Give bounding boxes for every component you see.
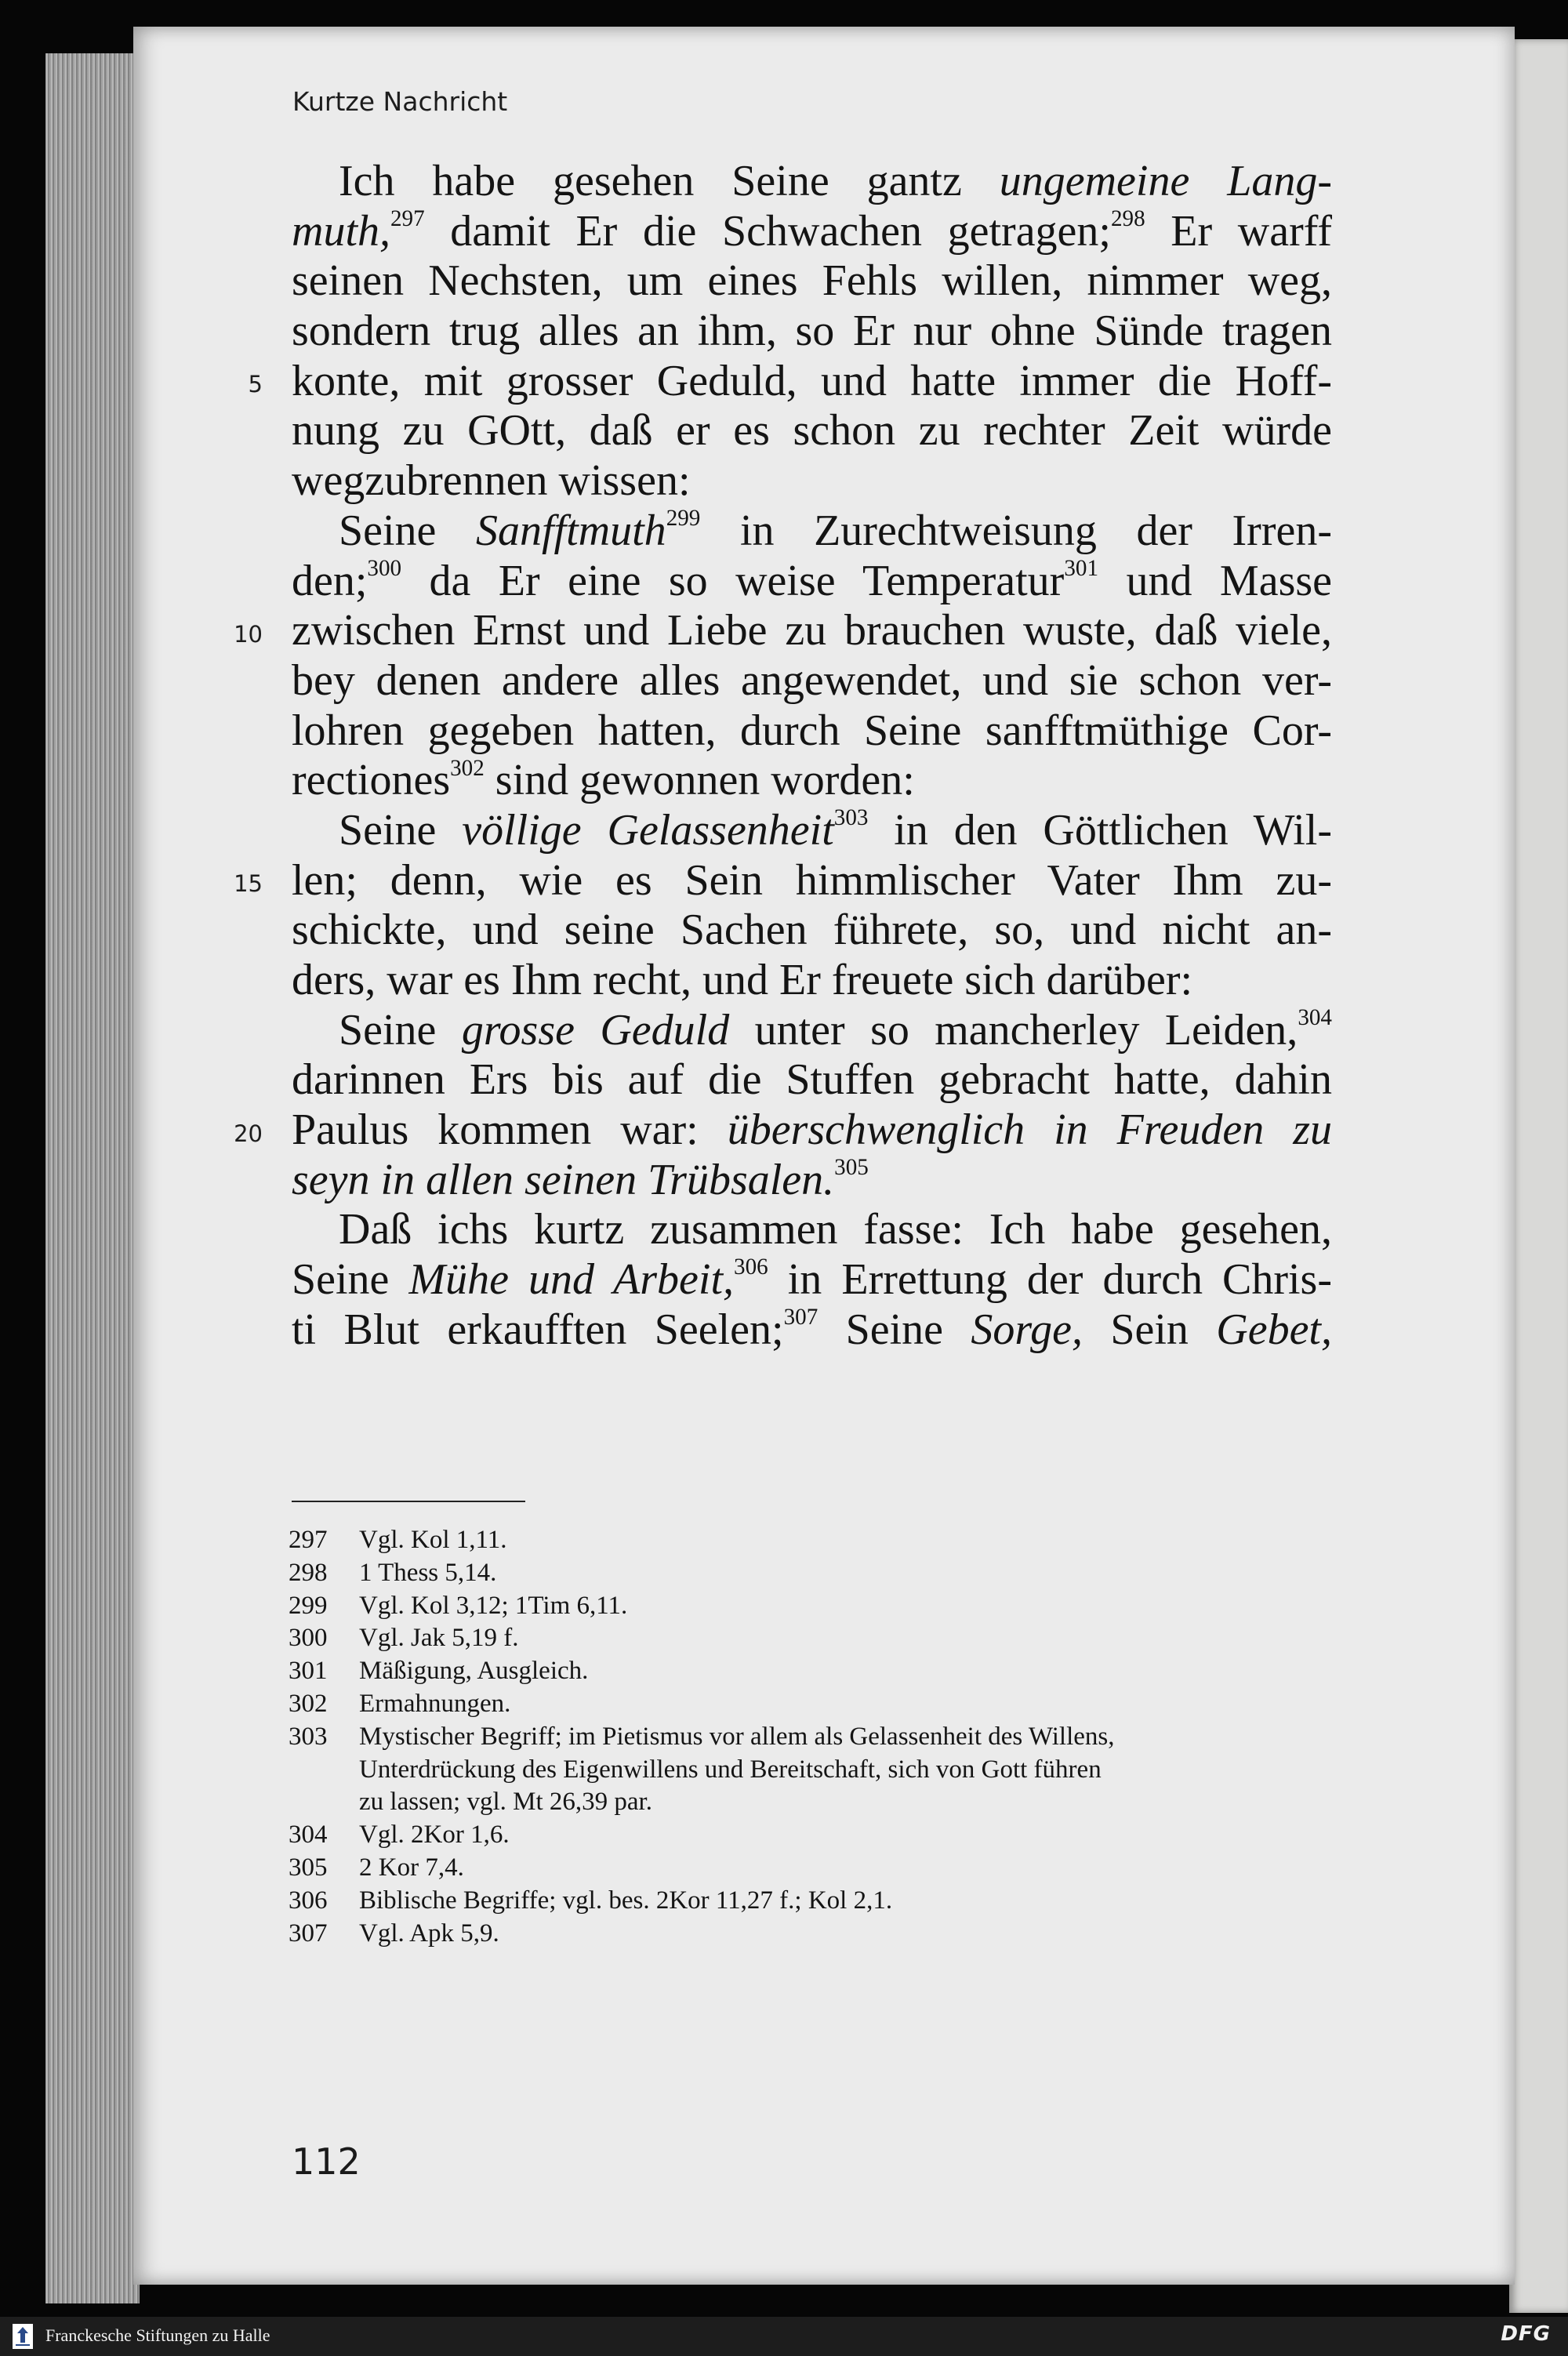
text-run: ders, war es Ihm recht, und Er freuete sich darüber: xyxy=(292,956,1193,1004)
footnote-ref[interactable]: 301 xyxy=(1064,555,1099,581)
running-head: Kurtze Nachricht xyxy=(292,86,508,117)
footnote-number: 306 xyxy=(289,1886,328,1915)
footnote-rule xyxy=(292,1501,525,1502)
footnote-number: 299 xyxy=(289,1591,328,1620)
footnote-number: 297 xyxy=(289,1526,328,1554)
text-line xyxy=(292,1055,1332,1105)
text-run: seinen Nechsten, um eines Fehls willen, nimmer weg, xyxy=(292,256,1332,306)
footnote-text: Vgl. Kol 1,11. xyxy=(359,1526,507,1554)
emphasis-text: Sorge, xyxy=(971,1305,1083,1354)
page-number: 112 xyxy=(292,2140,361,2183)
footnote xyxy=(289,1557,1339,1590)
footnote-text: Vgl. Kol 3,12; 1Tim 6,11. xyxy=(359,1591,628,1620)
text-run: unter so mancherley Leiden, xyxy=(729,1005,1298,1055)
text-run: Seine xyxy=(339,506,476,555)
text-line xyxy=(292,1305,1332,1356)
institution-logo-icon xyxy=(13,2324,33,2349)
emphasis-text: muth, xyxy=(292,206,390,256)
footnote-number: 307 xyxy=(289,1919,328,1948)
text-run: lohren gegeben hatten, durch Seine sanfftmüthige Cor- xyxy=(292,706,1332,755)
footnote xyxy=(289,1885,1339,1918)
footnote xyxy=(289,1590,1339,1623)
text-line xyxy=(292,1105,1332,1156)
text-run: darinnen Ers bis auf die Stuffen gebracht hatte, dahin xyxy=(292,1055,1332,1105)
footnote-number: 302 xyxy=(289,1689,328,1718)
text-run: Ich habe gesehen Seine gantz xyxy=(339,157,1000,205)
footnote xyxy=(289,1819,1339,1852)
footnote-number: 303 xyxy=(289,1722,328,1751)
text-line xyxy=(292,856,1332,906)
text-run: zwischen Ernst und Liebe zu brauchen wuste, daß viele, xyxy=(292,606,1332,655)
footnote-ref[interactable]: 306 xyxy=(734,1254,768,1280)
text-line xyxy=(292,307,1332,357)
text-run: den; xyxy=(292,556,368,605)
text-line xyxy=(292,906,1332,956)
text-line xyxy=(292,1255,1332,1305)
footnote-number: 305 xyxy=(289,1853,328,1882)
text-line xyxy=(292,207,1332,257)
text-line xyxy=(292,1156,1332,1206)
footnote-text: Vgl. Apk 5,9. xyxy=(359,1919,499,1948)
footnote-ref[interactable]: 298 xyxy=(1110,205,1145,231)
footnote xyxy=(289,1786,1339,1819)
footnote-text: Mäßigung, Ausgleich. xyxy=(359,1657,589,1686)
footnote-number: 300 xyxy=(289,1624,328,1653)
text-run: in den Göttlichen Wil- xyxy=(868,805,1333,855)
footnote-ref[interactable]: 297 xyxy=(390,205,425,231)
text-run: Paulus kommen war: xyxy=(292,1105,728,1155)
text-run: Sein xyxy=(1082,1305,1217,1354)
text-run: da Er eine so weise Temperatur xyxy=(401,556,1065,605)
footnote xyxy=(289,1721,1339,1754)
text-line xyxy=(292,406,1332,456)
text-run: schickte, und seine Sachen führete, so, und nicht an- xyxy=(292,906,1332,955)
text-line xyxy=(292,956,1332,1006)
footnote-text: Vgl. Jak 5,19 f. xyxy=(359,1624,519,1653)
footnote-text: zu lassen; vgl. Mt 26,39 par. xyxy=(359,1788,652,1817)
footnote-ref[interactable]: 305 xyxy=(834,1155,869,1180)
text-run: len; denn, wie es Sein himmlischer Vater Ihm zu- xyxy=(292,855,1332,905)
footnote-text: Mystischer Begriff; im Pietismus vor allem als Gelassenheit des Willens, xyxy=(359,1722,1115,1751)
text-line xyxy=(292,1205,1332,1255)
text-run: sind gewonnen worden: xyxy=(484,756,915,805)
page-stack-left xyxy=(45,53,140,2303)
text-run: nung zu GOtt, daß er es schon zu rechter Zeit würde xyxy=(292,406,1332,456)
footnote xyxy=(289,1655,1339,1688)
main-text xyxy=(292,157,1332,1356)
text-line xyxy=(292,756,1332,806)
text-line xyxy=(292,806,1332,856)
page-stack-right xyxy=(1509,39,1568,2313)
emphasis-text: seyn in allen seinen Trübsalen. xyxy=(292,1155,835,1204)
text-run: ti Blut erkaufften Seelen; xyxy=(292,1305,784,1354)
footnote xyxy=(289,1852,1339,1885)
footnote-number: 298 xyxy=(289,1558,328,1587)
footnote-ref[interactable]: 303 xyxy=(833,805,869,831)
footnote xyxy=(289,1918,1339,1951)
footnote-number: 301 xyxy=(289,1657,328,1686)
footer-institution: Franckesche Stiftungen zu Halle xyxy=(45,2325,270,2345)
text-run: rectiones xyxy=(292,756,451,805)
text-run: sondern trug alles an ihm, so Er nur ohne Sünde tragen xyxy=(292,307,1332,356)
text-run: bey denen andere alles angewendet, und sie schon ver- xyxy=(292,655,1332,705)
footnote xyxy=(289,1622,1339,1655)
text-run: Seine xyxy=(339,1005,462,1055)
footnote-number xyxy=(289,1754,359,1787)
footnote-text: 1 Thess 5,14. xyxy=(359,1558,497,1587)
footnote xyxy=(289,1688,1339,1721)
emphasis-text: völlige Gelassenheit xyxy=(462,805,834,855)
text-run: Daß ichs kurtz zusammen fasse: Ich habe gesehen, xyxy=(339,1205,1332,1254)
text-line xyxy=(292,456,1332,506)
text-line xyxy=(292,256,1332,307)
text-run: in Errettung der durch Chris- xyxy=(768,1255,1332,1305)
emphasis-text: Gebet, xyxy=(1216,1305,1332,1354)
line-number: 15 xyxy=(234,870,263,897)
emphasis-text: Sanfftmuth xyxy=(476,506,666,555)
footnote-ref[interactable]: 307 xyxy=(783,1305,818,1330)
footnotes xyxy=(289,1524,1339,1950)
line-number: 10 xyxy=(234,621,263,648)
text-run: Er warff xyxy=(1145,206,1333,256)
dfg-logo: DFG xyxy=(1501,2322,1551,2346)
text-run: Seine xyxy=(292,1255,409,1305)
emphasis-text: grosse Geduld xyxy=(461,1005,730,1055)
footnote-text: 2 Kor 7,4. xyxy=(359,1853,464,1882)
footnote-text: Biblische Begriffe; vgl. bes. 2Kor 11,27 f.; Kol 2,1. xyxy=(359,1886,893,1915)
text-run: Seine xyxy=(339,805,463,855)
footnote xyxy=(289,1524,1339,1557)
text-line xyxy=(292,606,1332,656)
footnote xyxy=(289,1754,1339,1787)
footnote-text: Vgl. 2Kor 1,6. xyxy=(359,1821,510,1850)
text-run: konte, mit grosser Geduld, und hatte immer die Hoff- xyxy=(292,356,1332,405)
footnote-ref[interactable]: 302 xyxy=(450,755,485,781)
footnote-ref[interactable]: 304 xyxy=(1298,1004,1332,1030)
text-run: in Zurechtweisung der Irren- xyxy=(700,506,1332,555)
text-line xyxy=(292,157,1332,207)
line-number: 20 xyxy=(234,1120,263,1147)
footnote-text: Ermahnungen. xyxy=(359,1689,511,1718)
emphasis-text: ungemeine Lang- xyxy=(999,157,1333,205)
text-run: damit Er die Schwachen getragen; xyxy=(424,206,1111,256)
text-line xyxy=(292,1006,1332,1056)
emphasis-text: überschwenglich in Freuden zu xyxy=(727,1105,1332,1155)
text-line xyxy=(292,506,1332,557)
footnote-number: 304 xyxy=(289,1821,328,1850)
footnote-number xyxy=(289,1786,359,1819)
text-run: und Masse xyxy=(1098,556,1333,605)
footnote-text: Unterdrückung des Eigenwillens und Bereitschaft, sich von Gott führen xyxy=(359,1755,1102,1784)
text-run: Seine xyxy=(818,1305,971,1354)
text-line xyxy=(292,656,1332,706)
text-line xyxy=(292,706,1332,757)
line-number: 5 xyxy=(248,371,263,398)
text-run: wegzubrennen wissen: xyxy=(292,456,691,506)
text-line xyxy=(292,557,1332,607)
footnote-ref[interactable]: 299 xyxy=(666,506,701,532)
footnote-ref[interactable]: 300 xyxy=(367,555,402,581)
text-line xyxy=(292,357,1332,407)
emphasis-text: Mühe und Arbeit, xyxy=(408,1255,735,1305)
